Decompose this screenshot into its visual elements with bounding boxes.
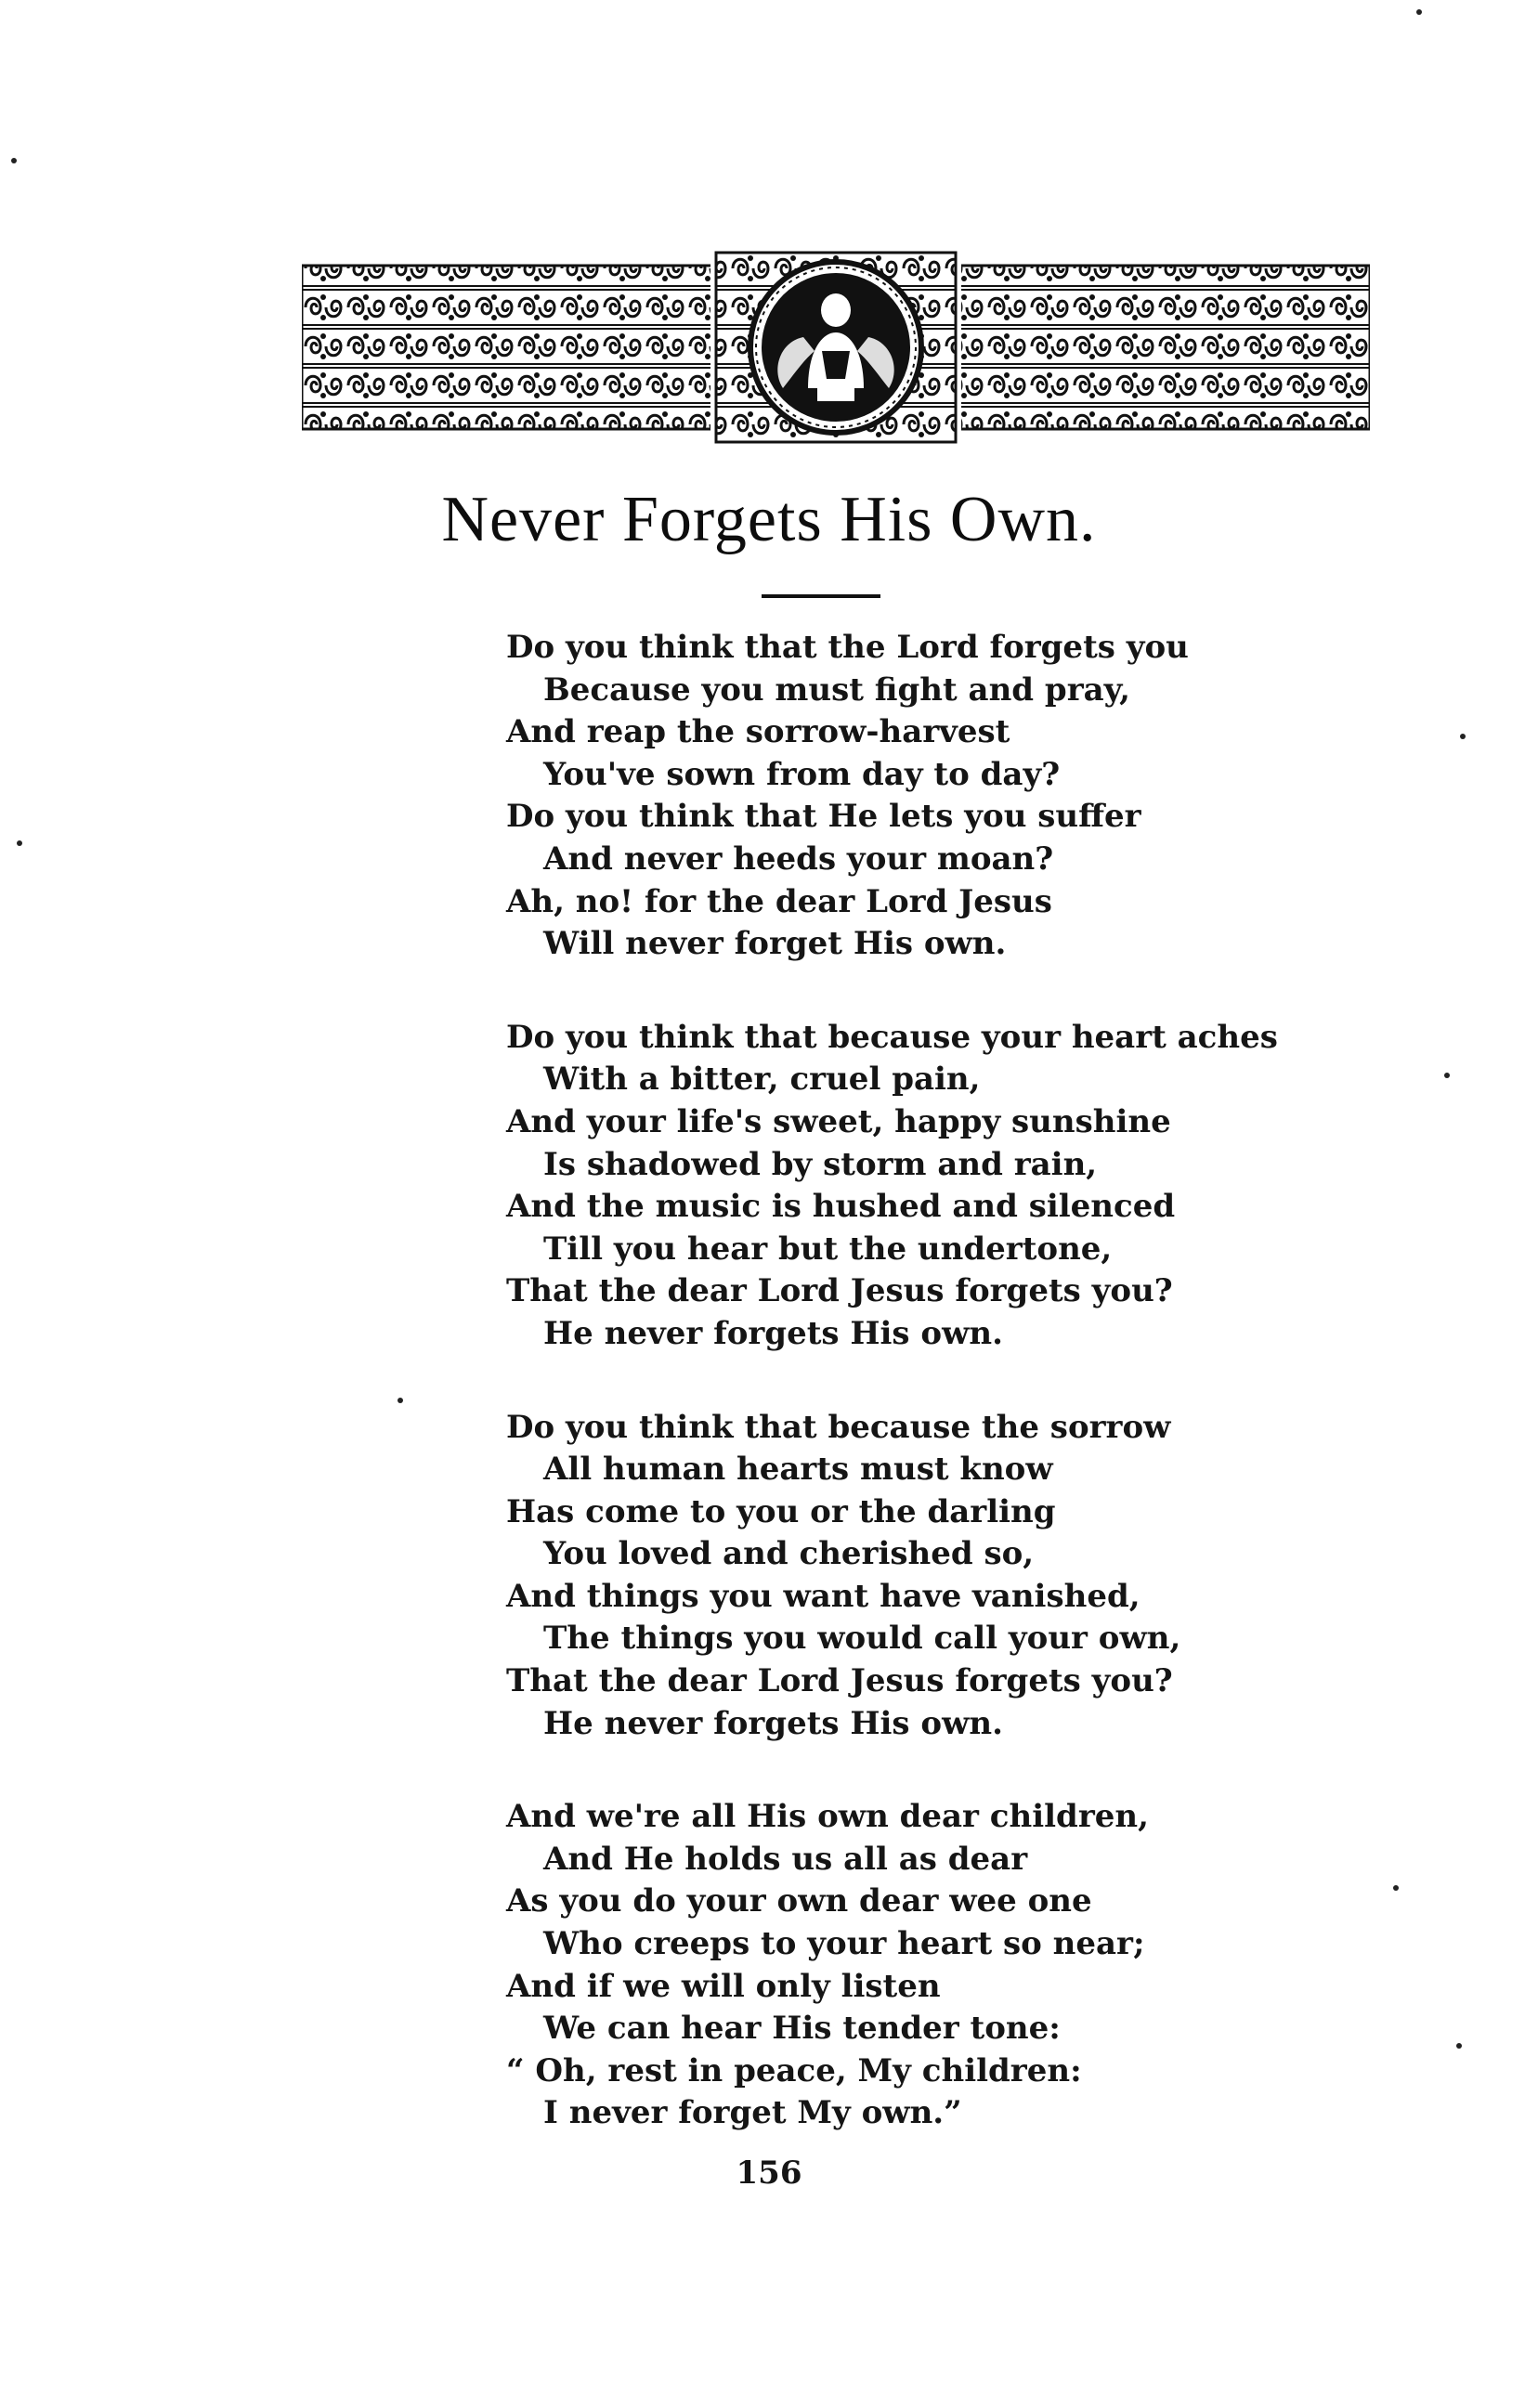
poem-stanza-1 — [506, 627, 1342, 966]
poem-line: We can hear His tender tone: — [543, 2010, 1061, 2048]
poem-line: And if we will only listen — [506, 1967, 941, 2005]
poem-line: And your life's sweet, happy sunshine — [506, 1102, 1171, 1140]
poem-line: And we're all His own dear children, — [506, 1798, 1149, 1836]
poem-line: Because you must fight and pray, — [543, 670, 1130, 709]
poem-line: That the dear Lord Jesus forgets you? — [506, 1662, 1173, 1700]
poem-line: You've sown from day to day? — [543, 755, 1061, 793]
poem-line: And things you want have vanished, — [506, 1577, 1140, 1615]
poem-line: And never heeds your moan? — [543, 840, 1054, 878]
poem-stanza-4 — [506, 1796, 1342, 2135]
poem-line: Till you hear but the undertone, — [543, 1230, 1113, 1268]
scan-speck — [11, 158, 17, 163]
poem-stanza-2 — [506, 1017, 1342, 1356]
ornamental-headpiece-icon — [302, 249, 1370, 446]
scan-speck — [1456, 2043, 1462, 2049]
scan-speck — [1416, 9, 1422, 15]
poem-line: Do you think that because the sorrow — [506, 1408, 1171, 1446]
scan-speck — [1460, 734, 1466, 739]
poem-line: He never forgets His own. — [543, 1704, 1003, 1742]
poem-line: Do you think that the Lord forgets you — [506, 629, 1189, 666]
page-title: Never Forgets His Own. — [441, 484, 1097, 555]
page-number: 156 — [736, 2154, 802, 2192]
poem-line: Has come to you or the darling — [506, 1492, 1056, 1530]
poem-line: Do you think that He lets you suffer — [506, 798, 1141, 836]
title-divider — [762, 594, 880, 598]
poem-line: Do you think that because your heart aches — [506, 1018, 1278, 1056]
poem-line: “ Oh, rest in peace, My children: — [506, 2051, 1082, 2089]
poem-stanza-3 — [506, 1407, 1342, 1746]
poem-line: Will never forget His own. — [543, 925, 1007, 963]
poem-line: And reap the sorrow-harvest — [506, 713, 1010, 751]
poem-line: I never forget My own.” — [543, 2094, 962, 2132]
scan-speck — [1393, 1885, 1399, 1891]
scan-speck — [398, 1398, 403, 1403]
poem-line: Ah, no! for the dear Lord Jesus — [506, 882, 1052, 920]
poem-line: And the music is hushed and silenced — [506, 1188, 1176, 1226]
poem-line: Is shadowed by storm and rain, — [543, 1145, 1098, 1183]
poem-line: All human hearts must know — [543, 1451, 1053, 1489]
poem-line: With a bitter, cruel pain, — [543, 1061, 981, 1099]
poem-line: That the dear Lord Jesus forgets you? — [506, 1272, 1173, 1310]
poem-line: He never forgets His own. — [543, 1314, 1003, 1352]
scan-speck — [1444, 1073, 1450, 1078]
poem-line: As you do your own dear wee one — [506, 1882, 1092, 1920]
poem-line: Who creeps to your heart so near; — [543, 1925, 1145, 1963]
scan-speck — [17, 840, 22, 846]
poem-line: The things you would call your own, — [543, 1620, 1181, 1658]
poem-line: You loved and cherished so, — [543, 1535, 1035, 1573]
poem-body — [506, 627, 1342, 2186]
poem-line: And He holds us all as dear — [543, 1840, 1028, 1878]
